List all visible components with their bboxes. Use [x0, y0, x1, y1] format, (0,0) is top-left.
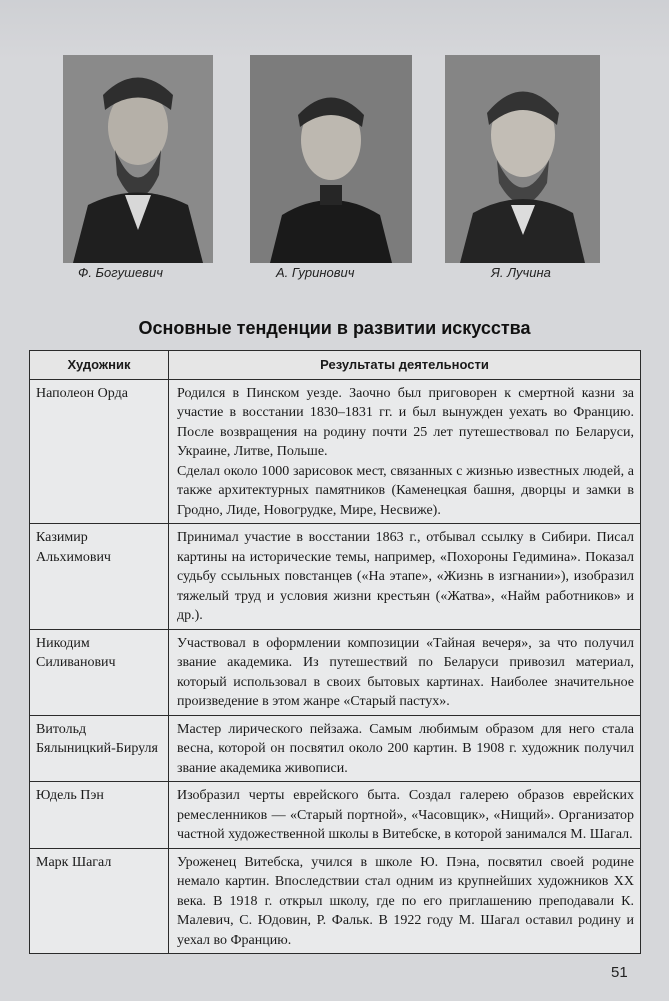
artist-name: Витольд Бялыницкий-Бируля [30, 715, 169, 782]
portrait-gurinovich [250, 55, 412, 263]
artist-name: Марк Шагал [30, 848, 169, 954]
artist-results [169, 782, 641, 849]
results-text: Изобразил черты еврейского быта. Создал галерею образов еврейских ремесленников — «Старый портной», «Часовщик», «Нищий». Организатор частной художественной школы в Витебске, в которой занимался М. Шагал. [177, 788, 634, 842]
results-text: Сделал около 1000 зарисовок мест, связанных с жизнью известных людей, а также архитектурных памятников (Каменецкая башня, дворцы и замки в Гродно, Лиде, Новогрудке, Мире, Несвиже). [177, 463, 634, 518]
artist-name: Юдель Пэн [30, 782, 169, 849]
table-row [30, 629, 641, 715]
artist-results [169, 715, 641, 782]
artist-name: Никодим Силиванович [30, 629, 169, 715]
portrait-caption: Ф. Богушевич [78, 265, 163, 280]
table-row [30, 848, 641, 954]
page-number: 51 [611, 964, 628, 981]
artist-results [169, 524, 641, 630]
table-row [30, 782, 641, 849]
results-text: Уроженец Витебска, учился в школе Ю. Пэна, посвятил своей родине немало картин. Впоследствии стал одним из крупнейших художников XX века. В 1918 г. открыл школу, где по его приглашению преподавали К. Малевич, С. Юдовин, Р. Фальк. В 1922 году М. Шагал оставил родину и уехал во Францию. [177, 854, 634, 948]
table-row [30, 715, 641, 782]
table-row [30, 379, 641, 524]
column-header-results: Результаты деятельности [169, 351, 641, 380]
results-text: Родился в Пинском уезде. Заочно был приговорен к смертной казни за участие в восстании 1830–1831 гг. и был вынужден уехать во Францию. После возвращения на родину почти 25 лет путешествовал по Беларуси, Украине, Литве, Польше. [177, 385, 634, 459]
portrait-photo [445, 55, 600, 263]
portrait-bogushevich [63, 55, 213, 263]
results-text: Принимал участие в восстании 1863 г., отбывал ссылку в Сибири. Писал картины на исторические темы, например, «Похороны Гедимина». Показал судьбу ссыльных повстанцев («На этапе», «Жизнь в изгнании»), изобразил тяжелый труд и условия жизни крестьян («Жатва», «Найм работников» и др.). [177, 530, 634, 623]
portrait-photo [250, 55, 412, 263]
artists-table [29, 350, 641, 954]
artist-results [169, 379, 641, 524]
portrait-luchina [445, 55, 600, 263]
results-text: Участвовал в оформлении композиции «Тайная вечеря», за что получил звание академика. Из путешествий по Беларуси привозил материал, который использовал в своих бытовых картинах. Наиболее значительное произведение в этом жанре «Старый пастух». [177, 635, 634, 709]
table-row [30, 524, 641, 630]
portrait-caption: А. Гуринович [276, 265, 355, 280]
artist-name: Казимир Альхимович [30, 524, 169, 630]
results-text: Мастер лирического пейзажа. Самым любимым образом для него стала весна, которой он посвятил около 200 картин. В 1908 г. художник получил звание академика живописи. [177, 721, 634, 776]
artist-results [169, 629, 641, 715]
table-header-row [30, 351, 641, 380]
column-header-artist: Художник [30, 351, 169, 380]
section-title: Основные тенденции в развитии искусства [138, 318, 531, 338]
artist-results [169, 848, 641, 954]
portrait-caption: Я. Лучина [491, 265, 551, 280]
artist-name: Наполеон Орда [30, 379, 169, 524]
portrait-photo [63, 55, 213, 263]
